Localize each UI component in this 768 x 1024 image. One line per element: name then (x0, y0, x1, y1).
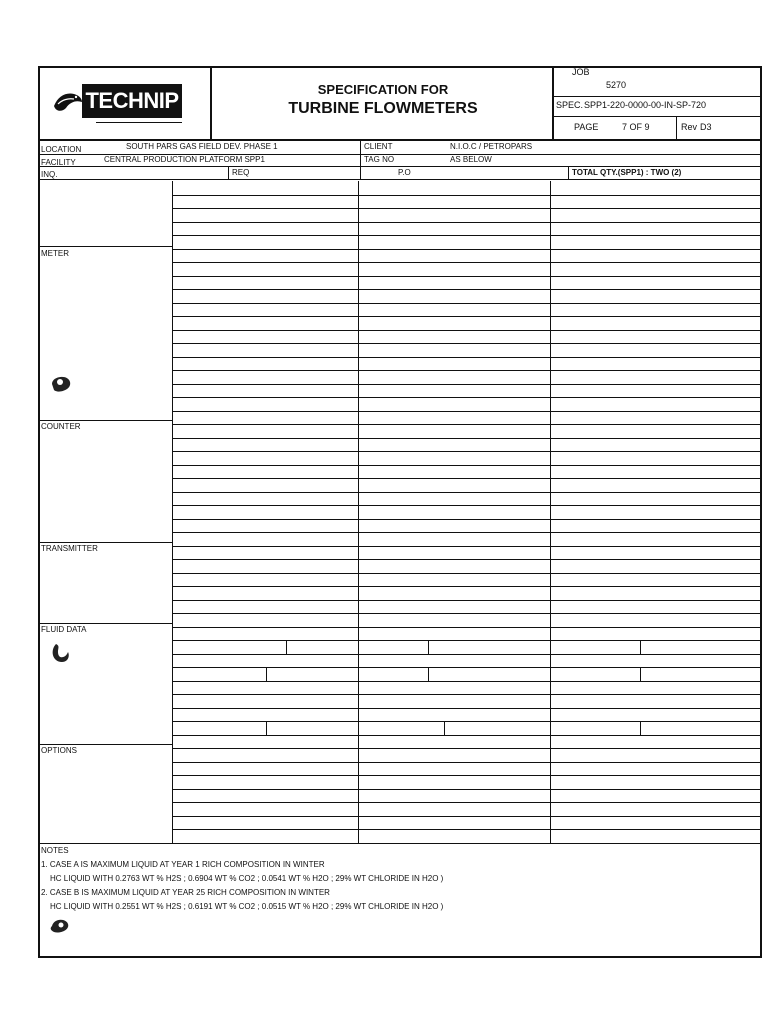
row-rule (172, 573, 762, 574)
company-logo: TECHNIP (82, 84, 182, 118)
page-value: 7 OF 9 (622, 122, 650, 132)
row-rule (172, 222, 762, 223)
row-rule (172, 384, 762, 385)
row-rule (172, 357, 762, 358)
section-options: OPTIONS (41, 746, 78, 755)
note-line: 2. CASE B IS MAXIMUM LIQUID AT YEAR 25 RICH COMPOSITION IN WINTER (41, 887, 330, 897)
section-transmitter: TRANSMITTER (41, 544, 98, 553)
column-rule (266, 721, 267, 735)
rev-label: Rev (681, 122, 698, 132)
rev-value: D3 (700, 122, 712, 132)
row-rule (172, 546, 762, 547)
location-label: LOCATION (41, 145, 82, 154)
row-rule (172, 600, 762, 601)
row-rule (172, 424, 762, 425)
divider (38, 139, 762, 141)
divider (38, 744, 172, 745)
tag-label: TAG NO (364, 155, 395, 164)
row-rule (172, 303, 762, 304)
divider (228, 166, 229, 180)
row-rule (172, 667, 762, 668)
row-rule (172, 438, 762, 439)
row-rule (172, 748, 762, 749)
column-rule (428, 667, 429, 681)
row-rule (172, 829, 762, 830)
row-rule (172, 708, 762, 709)
spec-value: SPP1-220-0000-00-IN-SP-720 (584, 100, 707, 110)
section-fluid-data: FLUID DATA (41, 625, 87, 634)
row-rule (172, 586, 762, 587)
row-rule (172, 249, 762, 250)
divider (38, 542, 172, 543)
row-rule (172, 316, 762, 317)
client-value: N.I.O.C / PETROPARS (450, 142, 533, 151)
ink-mark-icon (48, 642, 72, 666)
row-rule (172, 330, 762, 331)
note-line: HC LIQUID WITH 0.2763 WT % H2S ; 0.6904 WT % CO2 ; 0.0541 WT % H2O ; 29% WT CHLORIDE IN H2O ) (50, 873, 444, 883)
divider (210, 66, 212, 140)
note-line: 1. CASE A IS MAXIMUM LIQUID AT YEAR 1 RICH COMPOSITION IN WINTER (41, 859, 325, 869)
column-rule (172, 181, 173, 843)
tag-value: AS BELOW (450, 155, 492, 164)
row-rule (172, 721, 762, 722)
row-rule (172, 505, 762, 506)
row-rule (172, 627, 762, 628)
divider (568, 166, 569, 180)
row-rule (172, 762, 762, 763)
document-frame (38, 66, 762, 958)
location-value: SOUTH PARS GAS FIELD DEV. PHASE 1 (126, 142, 278, 151)
row-rule (172, 640, 762, 641)
row-rule (172, 465, 762, 466)
ink-mark-icon (48, 372, 74, 396)
spec-label: SPEC. (556, 100, 584, 110)
row-rule (172, 492, 762, 493)
column-rule (286, 640, 287, 654)
client-label: CLIENT (364, 142, 393, 151)
row-rule (172, 343, 762, 344)
job-label: JOB (572, 67, 590, 77)
column-rule (358, 181, 359, 843)
row-rule (172, 276, 762, 277)
row-rule (172, 559, 762, 560)
page-label: PAGE (574, 122, 599, 132)
row-rule (172, 195, 762, 196)
job-value: 5270 (606, 80, 627, 90)
ink-mark-icon (48, 914, 72, 936)
row-rule (172, 478, 762, 479)
row-rule (38, 843, 762, 844)
row-rule (172, 654, 762, 655)
inq-label: INQ. (41, 170, 58, 179)
title-line-2: TURBINE FLOWMETERS (288, 100, 478, 117)
section-counter: COUNTER (41, 422, 81, 431)
notes-heading: NOTES (41, 845, 69, 855)
row-rule (172, 262, 762, 263)
row-rule (172, 397, 762, 398)
column-rule (640, 721, 641, 735)
row-rule (172, 735, 762, 736)
row-rule (172, 681, 762, 682)
divider (38, 179, 762, 180)
row-rule (172, 370, 762, 371)
section-meter: METER (41, 249, 69, 258)
facility-value: CENTRAL PRODUCTION PLATFORM SPP1 (104, 155, 265, 164)
column-rule (266, 667, 267, 681)
row-rule (172, 208, 762, 209)
divider (552, 116, 762, 117)
divider (38, 623, 172, 624)
divider (38, 420, 172, 421)
row-rule (172, 802, 762, 803)
divider (38, 166, 762, 167)
divider (552, 66, 554, 140)
divider (360, 140, 361, 180)
column-rule (640, 667, 641, 681)
row-rule (172, 775, 762, 776)
column-rule (550, 181, 551, 843)
row-rule (172, 816, 762, 817)
row-rule (172, 519, 762, 520)
row-rule (172, 532, 762, 533)
row-rule (172, 235, 762, 236)
bird-logo-icon (52, 88, 84, 114)
row-rule (172, 789, 762, 790)
req-label: REQ (232, 168, 250, 177)
divider (676, 116, 677, 140)
row-rule (172, 694, 762, 695)
divider (38, 246, 172, 247)
logo-underline (96, 122, 182, 123)
row-rule (172, 411, 762, 412)
note-line: HC LIQUID WITH 0.2551 WT % H2S ; 0.6191 WT % CO2 ; 0.0515 WT % H2O ; 29% WT CHLORIDE IN H2O ) (50, 901, 444, 911)
total-qty: TOTAL QTY.(SPP1) : TWO (2) (572, 168, 682, 177)
facility-label: FACILITY (41, 158, 76, 167)
title-line-1: SPECIFICATION FOR (317, 82, 449, 97)
column-rule (428, 640, 429, 654)
row-rule (172, 451, 762, 452)
row-rule (172, 613, 762, 614)
po-label: P.O (398, 168, 411, 177)
row-rule (172, 289, 762, 290)
column-rule (444, 721, 445, 735)
divider (552, 96, 762, 97)
column-rule (640, 640, 641, 654)
